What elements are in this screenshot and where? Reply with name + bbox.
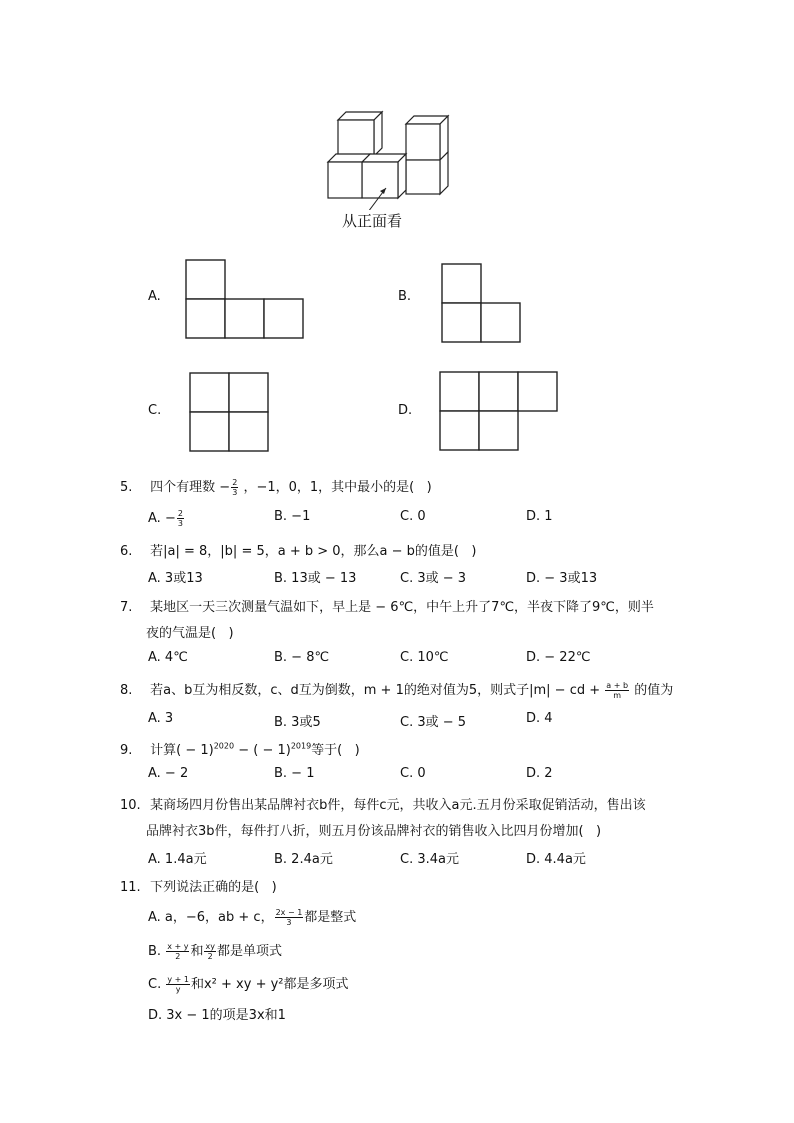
q8-option-a: A. 3 [148, 711, 174, 726]
figure-caption: 从正面看 [342, 212, 403, 230]
question-number: 7. [120, 600, 133, 615]
question-stem-post: 的值为 [634, 683, 674, 698]
question-5: 5. 四个有理数 − $\frac{2}{3}$ ，−1，0，1，其中最小的是( ) [120, 478, 432, 497]
option-c-label: C. [148, 403, 162, 418]
fraction: $\frac{2}{3}$ [177, 509, 183, 528]
q7-option-d: D. − 22℃ [526, 650, 591, 665]
question-stem-pre: 四个有理数 [150, 480, 216, 495]
option-d-view [439, 371, 561, 453]
cube-stack-figure [320, 100, 480, 210]
fraction: $\frac{2}{3}$ [232, 478, 238, 497]
question-number: 10. [120, 798, 141, 813]
q6-option-d: D. − 3或13 [526, 571, 598, 586]
fraction: $\frac{x + y}{2}$ [167, 942, 189, 961]
q5-option-c: C. 0 [400, 509, 426, 524]
option-a-label: A. [148, 289, 161, 304]
q5-option-b: B. −1 [274, 509, 311, 524]
q5-option-a: A. − $\frac{2}{3}$ [148, 509, 183, 528]
option-d-label: D. [398, 403, 413, 418]
option-a-view [185, 259, 307, 341]
q10-option-a: A. 1.4a元 [148, 852, 207, 867]
q11-option-c: C. $\frac{y + 1}{y}$ 和x² + xy + y²都是多项式 [148, 975, 349, 994]
fraction: $\frac{2x - 1}{3}$ [275, 908, 303, 927]
q8-option-d: D. 4 [526, 711, 553, 726]
q6-option-a: A. 3或13 [148, 571, 203, 586]
option-b-label: B. [398, 289, 412, 304]
q9-option-c: C. 0 [400, 766, 426, 781]
question-8 [120, 679, 673, 700]
q9-option-a: A. − 2 [148, 766, 189, 781]
question-6 [120, 540, 476, 559]
question-stem-line1: 某商场四月份售出某品牌衬衣b件，每件c元，共收入a元.五月份采取促销活动，售出该 [150, 798, 646, 813]
option-b-view [441, 263, 525, 345]
question-number: 6. [120, 544, 133, 559]
question-number: 5. [120, 480, 133, 495]
question-stem: 若|a| = 8，|b| = 5，a + b > 0，那么a − b的值是( ) [150, 544, 477, 559]
question-number: 9. [120, 743, 133, 758]
q11-option-d: D. 3x − 1的项是3x和1 [148, 1008, 286, 1023]
cube-top-left [338, 112, 382, 156]
question-stem-line1: 某地区一天三次测量气温如下，早上是 − 6℃，中午上升了7℃，半夜下降了9℃，则半 [150, 600, 654, 615]
question-7-line2: 夜的气温是( ) [146, 626, 234, 641]
question-stem: 下列说法正确的是( ) [150, 880, 277, 895]
fraction: $\frac{xy}{2}$ [205, 942, 215, 961]
question-number: 8. [120, 683, 133, 698]
question-7 [120, 596, 654, 615]
q10-option-c: C. 3.4a元 [400, 852, 459, 867]
q10-option-d: D. 4.4a元 [526, 852, 586, 867]
q11-option-b: B. $\frac{x + y}{2}$ 和 $\frac{xy}{2}$ 都是单项式 [148, 942, 282, 961]
q9-option-d: D. 2 [526, 766, 553, 781]
cube-top-right [406, 116, 448, 160]
q7-option-c: C. 10℃ [400, 650, 449, 665]
q6-option-c: C. 3或 − 3 [400, 571, 467, 586]
q11-option-a: A. a，−6，ab + c， $\frac{2x - 1}{3}$ 都是整式 [148, 908, 357, 927]
q8-option-c: C. 3或 − 5 [400, 715, 467, 730]
question-11 [120, 876, 277, 895]
question-9: 9. 计算( − 1)$^{2020}$ − ( − 1)$^{2019}$等于( ) [120, 741, 360, 758]
fraction: $\frac{y + 1}{y}$ [167, 975, 189, 994]
q9-option-b: B. − 1 [274, 766, 315, 781]
question-number: 11. [120, 880, 141, 895]
question-10 [120, 794, 646, 813]
question-10-line2: 品牌衬衣3b件，每件打八折，则五月份该品牌衬衣的销售收入比四月份增加( ) [146, 824, 602, 839]
q7-option-a: A. 4℃ [148, 650, 188, 665]
q5-option-d: D. 1 [526, 509, 553, 524]
fraction: $\frac{a + b}{m}$ [606, 681, 629, 700]
question-stem-post: ，−1，0，1，其中最小的是( ) [243, 480, 432, 495]
q10-option-b: B. 2.4a元 [274, 852, 333, 867]
q6-option-b: B. 13或 − 13 [274, 571, 357, 586]
q7-option-b: B. − 8℃ [274, 650, 330, 665]
q8-option-b: B. 3或5 [274, 715, 321, 730]
question-stem-pre: 若a、b互为相反数，c、d互为倒数，m + 1的绝对值为5，则式子|m| − cd + [150, 683, 601, 698]
option-c-view [189, 372, 273, 454]
